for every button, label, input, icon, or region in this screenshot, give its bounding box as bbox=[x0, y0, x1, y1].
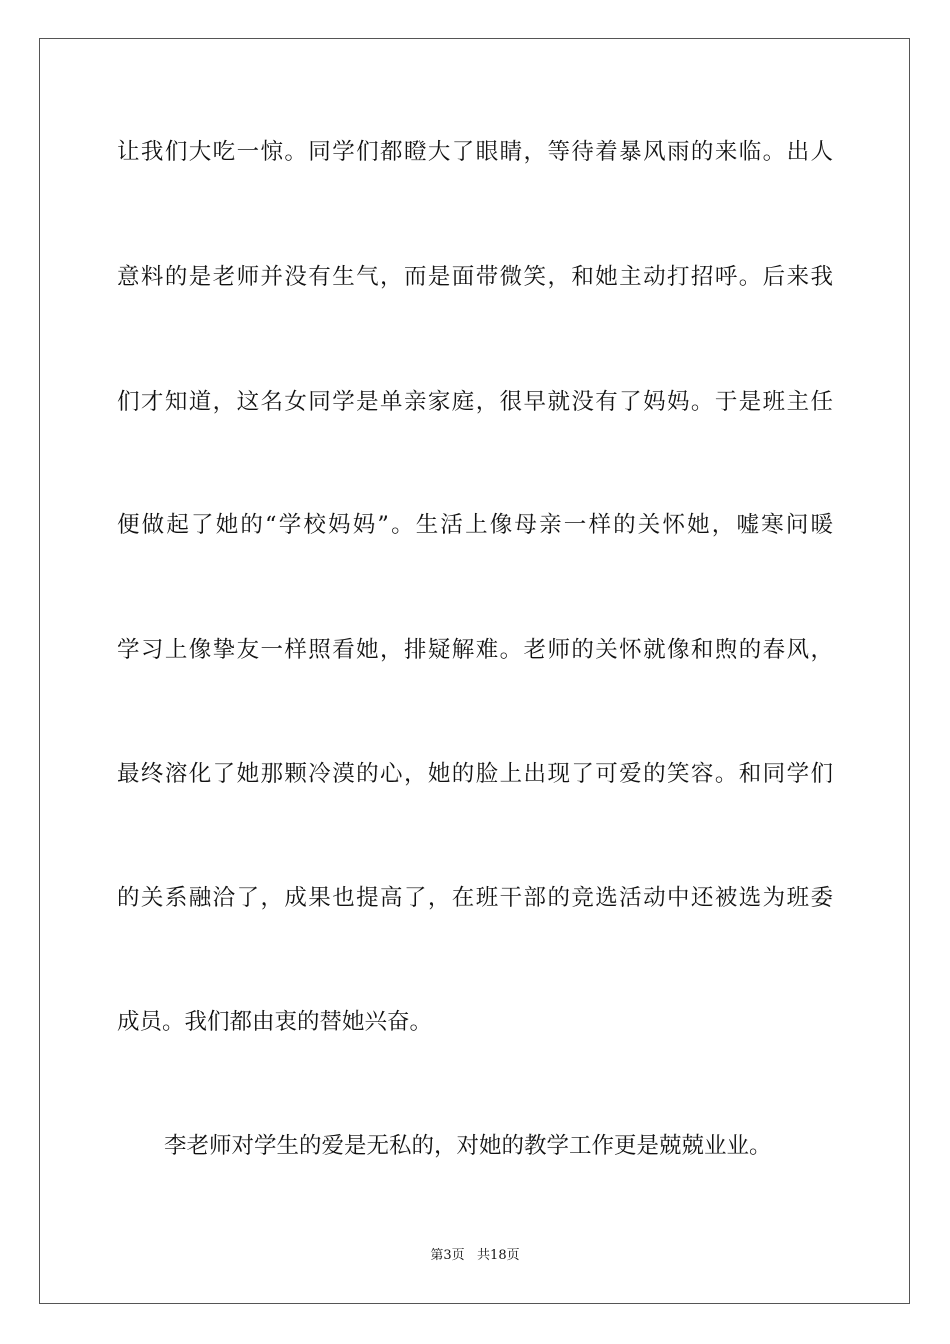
text-line: 成员。我们都由衷的替她兴奋。 bbox=[117, 1009, 433, 1035]
text-line: 们才知道，这名女同学是单亲家庭，很早就没有了妈妈。于是班主任 bbox=[117, 389, 833, 415]
text-line: 的关系融洽了，成果也提高了，在班干部的竞选活动中还被选为班委 bbox=[117, 885, 833, 911]
text-line: 最终溶化了她那颗冷漠的心，她的脸上出现了可爱的笑容。和同学们 bbox=[117, 761, 833, 787]
page-number-footer: 第3页 共18页 bbox=[430, 1248, 520, 1263]
text-line: 让我们大吃一惊。同学们都瞪大了眼睛，等待着暴风雨的来临。出人 bbox=[117, 139, 833, 165]
text-line: 便做起了她的“学校妈妈”。生活上像母亲一样的关怀她，嘘寒问暖 bbox=[117, 512, 833, 538]
text-line: 学习上像挚友一样照看她，排疑解难。老师的关怀就像和煦的春风， bbox=[117, 637, 833, 663]
text-line: 李老师对学生的爱是无私的，对她的教学工作更是兢兢业业。 bbox=[164, 1133, 772, 1159]
page-border bbox=[39, 38, 910, 1304]
text-line: 意料的是老师并没有生气，而是面带微笑，和她主动打招呼。后来我 bbox=[117, 264, 833, 290]
